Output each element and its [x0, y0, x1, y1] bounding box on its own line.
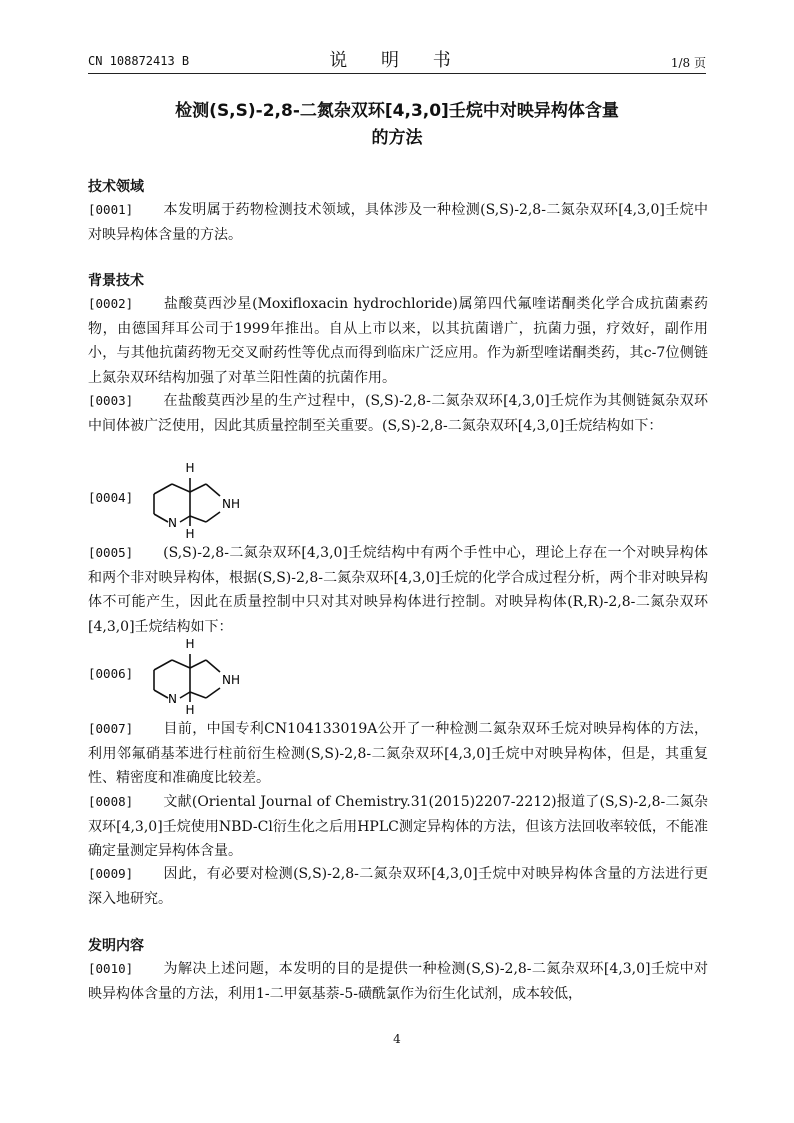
page-number: 4: [393, 1032, 401, 1046]
paragraph-number: [0001]: [88, 202, 134, 217]
paragraph-number: [0003]: [88, 393, 134, 408]
patent-number: CN 108872413 B: [88, 54, 190, 68]
paragraph-number: [0009]: [88, 866, 134, 881]
section-heading-background: 背景技术: [88, 273, 144, 289]
bicyclic-structure-diagram: [148, 636, 288, 716]
paragraph-number: [0006]: [88, 666, 134, 681]
paragraph-text: 本发明属于药物检测技术领域，具体涉及一种检测(S,S)-2,8-二氮杂双环[4,3,0]壬烷中对映异构体含量的方法。: [88, 202, 708, 243]
paragraph-text: 因此，有必要对检测(S,S)-2,8-二氮杂双环[4,3,0]壬烷中对映异构体含量的方法进行更深入地研究。: [88, 866, 708, 907]
nh-label: NH: [222, 497, 240, 511]
paragraph-0010: [88, 957, 708, 1006]
document-title: [88, 98, 706, 152]
paragraph-0007: [88, 717, 708, 791]
paragraph-number: [0002]: [88, 296, 134, 311]
paragraph-text: 文献(Oriental Journal of Chemistry.31(2015)2207-2212)报道了(S,S)-2,8-二氮杂双环[4,3,0]壬烷使用NBD-Cl衍生化之后用HPLC测定异构体的方法，但该方法回收率较低，不能准确定量测定异构体含量。: [88, 794, 708, 859]
paragraph-number: [0008]: [88, 794, 134, 809]
paragraph-number: [0004]: [88, 490, 134, 505]
paragraph-text: 盐酸莫西沙星(Moxifloxacin hydrochloride)属第四代氟喹诺酮类化学合成抗菌素药物，由德国拜耳公司于1999年推出。自从上市以来，以其抗菌谱广，抗菌力强，疗效好，副作用小，与其他抗菌药物无交叉耐药性等优点而得到临床广泛应用。作为新型喹诺酮类药，其c-7位侧链上氮杂双环结构加强了对革兰阳性菌的抗菌作用。: [88, 296, 708, 386]
paragraph-text: (S,S)-2,8-二氮杂双环[4,3,0]壬烷结构中有两个手性中心，理论上存在一个对映异构体和两个非对映异构体，根据(S,S)-2,8-二氮杂双环[4,3,0]壬烷的化学合成过程分析，两个非对映异构体不可能产生，因此在质量控制中只对其对映异构体进行控制。对映异构体(R,R)-2,8-二氮杂双环[4,3,0]壬烷结构如下：: [88, 545, 708, 635]
h-label-bottom: H: [185, 527, 195, 540]
n-label: N: [168, 692, 177, 706]
paragraph-text: 为解决上述问题，本发明的目的是提供一种检测(S,S)-2,8-二氮杂双环[4,3,0]壬烷中对映异构体含量的方法，利用1-二甲氨基萘-5-磺酰氯作为衍生化试剂，成本较低，: [88, 961, 708, 1002]
paragraph-0002: [88, 292, 708, 390]
h-label-bottom: H: [185, 703, 195, 716]
bicyclic-structure-diagram: [148, 460, 288, 540]
paragraph-number: [0010]: [88, 961, 134, 976]
chemical-structure-ss: [88, 460, 708, 540]
paragraph-text: 在盐酸莫西沙星的生产过程中，(S,S)-2,8-二氮杂双环[4,3,0]壬烷作为其侧链氮杂双环中间体被广泛使用，因此其质量控制至关重要。(S,S)-2,8-二氮杂双环[4,3,0]壬烷结构如下：: [88, 393, 708, 434]
section-heading-tech-field: 技术领域: [88, 179, 144, 195]
n-label: N: [168, 516, 177, 530]
paragraph-0001: [88, 198, 708, 247]
paragraph-number: [0007]: [88, 721, 134, 736]
h-label-top: H: [185, 637, 195, 651]
paragraph-0009: [88, 862, 708, 911]
paragraph-0003: [88, 389, 708, 438]
title-line-1: 检测(S,S)-2,8-二氮杂双环[4,3,0]壬烷中对映异构体含量: [175, 101, 619, 121]
header-divider: [88, 73, 706, 74]
h-label-top: H: [185, 461, 195, 475]
chemical-structure-rr: [88, 636, 708, 716]
title-line-2: 的方法: [371, 128, 423, 148]
paragraph-0008: [88, 790, 708, 864]
paragraph-number: [0005]: [88, 545, 134, 560]
document-type-heading: 说 明 书: [329, 50, 465, 71]
section-heading-summary: 发明内容: [88, 938, 144, 954]
paragraph-text: 目前，中国专利CN104133019A公开了一种检测二氮杂双环壬烷对映异构体的方法，利用邻氟硝基苯进行柱前衍生检测(S,S)-2,8-二氮杂双环[4,3,0]壬烷中对映异构体，但是，其重复性、精密度和准确度比较差。: [88, 721, 708, 786]
page-indicator: 1/8 页: [670, 56, 706, 70]
paragraph-0005: [88, 541, 708, 639]
nh-label: NH: [222, 673, 240, 687]
